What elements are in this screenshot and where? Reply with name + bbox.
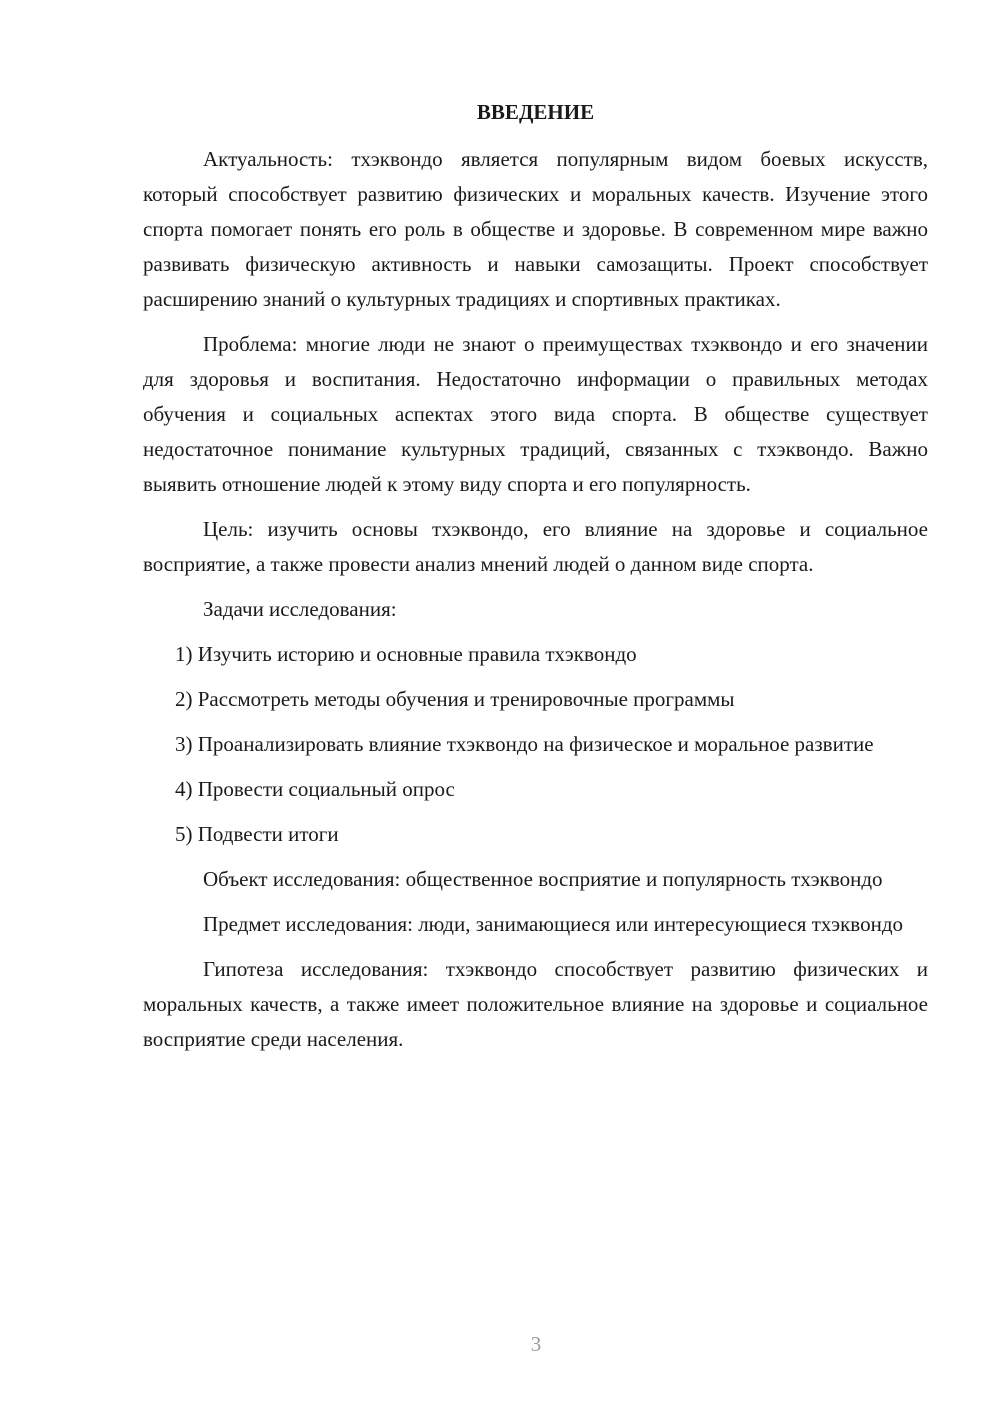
task-item-1: 1) Изучить историю и основные правила тхэквондо [175, 642, 637, 666]
goal-paragraph: Цель: изучить основы тхэквондо, его влияние на здоровье и социальное восприятие, а также провести анализ мнений людей о данном виде спорта. [143, 517, 928, 576]
relevance-paragraph: Актуальность: тхэквондо является популярным видом боевых искусств, который способствует развитию физических и моральных качеств. Изучение этого спорта помогает понять его роль в обществе и здоровье. В современном мире важно развивать физическую активность и навыки самозащиты. Проект способствует расширению знаний о культурных традициях и спортивных практиках. [143, 147, 928, 311]
object-paragraph: Объект исследования: общественное восприятие и популярность тхэквондо [203, 867, 883, 891]
page-number: 3 [530, 1332, 542, 1356]
hypothesis-paragraph: Гипотеза исследования: тхэквондо способствует развитию физических и моральных качеств, а также имеет положительное влияние на здоровье и социальное восприятие среди населения. [143, 957, 928, 1051]
task-item-4: 4) Провести социальный опрос [175, 777, 455, 801]
page-content [143, 95, 928, 1067]
task-item-2: 2) Рассмотреть методы обучения и тренировочные программы [175, 687, 735, 711]
section-heading: ВВЕДЕНИЕ [476, 100, 595, 124]
task-item-3: 3) Проанализировать влияние тхэквондо на физическое и моральное развитие [175, 732, 874, 756]
tasks-heading: Задачи исследования: [203, 597, 397, 621]
subject-paragraph: Предмет исследования: люди, занимающиеся или интересующиеся тхэквондо [203, 912, 904, 936]
task-item-5: 5) Подвести итоги [175, 822, 339, 846]
problem-paragraph: Проблема: многие люди не знают о преимуществах тхэквондо и его значении для здоровья и воспитания. Недостаточно информации о правильных методах обучения и социальных аспектах этого вида спорта. В обществе существует недостаточное понимание культурных традиций, связанных с тхэквондо. Важно выявить отношение людей к этому виду спорта и его популярность. [143, 332, 928, 496]
